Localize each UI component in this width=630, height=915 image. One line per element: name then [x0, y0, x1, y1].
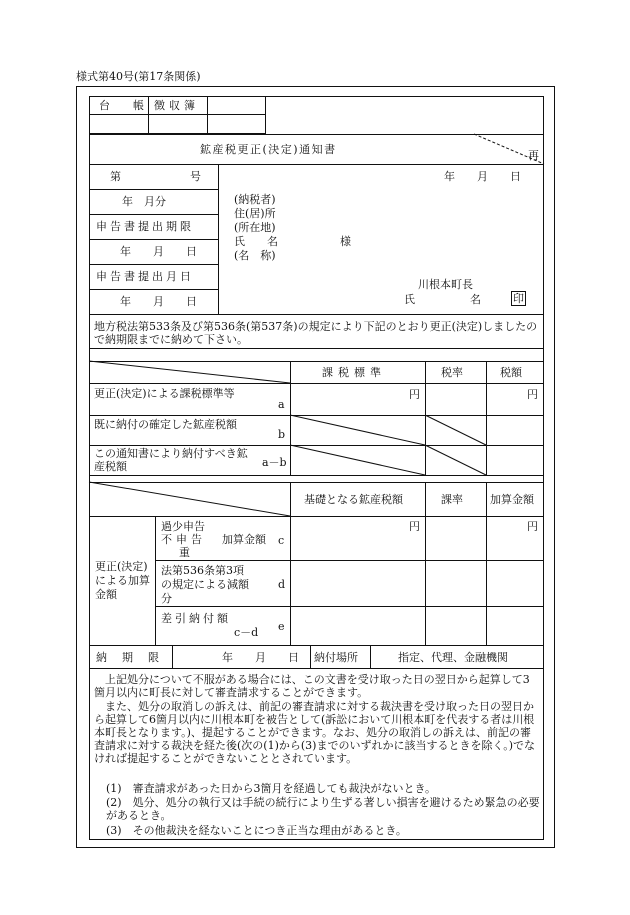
payment-place-label: 納付場所	[314, 651, 358, 664]
reduction-law-label: 法第536条第3項	[161, 564, 244, 577]
row-payable-code: a－b	[262, 456, 287, 469]
issuer-name: 氏 名	[404, 293, 481, 306]
issuer-title: 川根本町長	[418, 278, 473, 291]
name-label: 氏 名	[234, 235, 278, 248]
reduction-portion-label: 分	[161, 592, 172, 605]
appeal-notice-paragraph-2: また、処分の取消しの訴えは、前記の審査請求に対する裁決書を受け取った日の翌日から起算して6箇月以内に川根本町を被告として(訴訟において川根本町を代表する者は川根本町長となります。)、提起することができます。なお、処分の取消しの訴えは、前記の審査請求に対する裁決を経た後(次の(1)から(3)までのいずれかに該当するときを除く。)でなければ提起することができないこととされています。	[94, 700, 536, 765]
surcharge-code-c: c	[278, 534, 285, 547]
collection-book-label: 徴収簿	[154, 99, 199, 112]
surcharge-group-label: 更正(決定)による加算金額	[95, 560, 150, 601]
row-corrected-label: 更正(決定)による課税標準等	[94, 387, 235, 400]
company-name-label: (名 称)	[234, 249, 276, 262]
notice-number-suffix: 号	[190, 170, 201, 183]
surcharge-mid-label: 加算金額	[222, 533, 266, 546]
appeal-notice-item-1: (1) 審査請求があった日から3箇月を経過しても裁決がないとき。	[106, 782, 437, 795]
header-surcharge-rate: 課率	[441, 493, 463, 506]
surcharge-code-e: e	[278, 620, 285, 633]
under-declaration-label: 過少申告	[161, 520, 205, 533]
header-tax-rate: 税率	[441, 366, 463, 379]
row-payable-label: この通知書により納付すべき鉱産税額	[94, 447, 248, 473]
surcharge-amount-unit: 円	[527, 520, 538, 533]
form-number: 様式第40号(第17条関係)	[76, 70, 201, 83]
non-declaration-label: 不申告	[161, 533, 206, 546]
appeal-notice-paragraph-1: 上記処分について不服がある場合には、この文書を受け取った日の翌日から起算して3箇月以内に町長に対して審査請求することができます。	[94, 673, 530, 699]
ledger-label: 台 帳	[99, 99, 150, 112]
reissue-mark: 再	[528, 149, 539, 162]
heavy-label: 重	[179, 546, 190, 559]
header-tax-amount: 税額	[500, 366, 522, 379]
month-portion: 年 月分	[122, 195, 166, 208]
filed-date-value: 年 月 日	[120, 295, 197, 308]
notice-date: 年 月 日	[444, 170, 521, 183]
header-base-tax: 基礎となる鉱産税額	[304, 493, 403, 506]
honorific: 様	[340, 235, 351, 248]
net-payment-formula: c－d	[234, 626, 259, 639]
due-date-label: 納 期 限	[96, 651, 161, 664]
taxpayer-label: (納税者)	[234, 193, 276, 206]
row-paid-code: b	[278, 428, 286, 441]
row-paid-label: 既に納付の確定した鉱産税額	[94, 418, 237, 431]
row-corrected-code: a	[278, 398, 285, 411]
header-tax-standard: 課税標準	[322, 366, 386, 379]
filing-deadline-label: 申告書提出期限	[96, 220, 194, 233]
location-label: (所在地)	[234, 221, 276, 234]
header-surcharge-amount: 加算金額	[490, 493, 534, 506]
appeal-notice-item-2: (2) 処分、処分の執行又は手続の続行により生ずる著しい損害を避けるため緊急の必要があるとき。	[106, 796, 540, 822]
reduction-provision-label: の規定による減額	[161, 578, 249, 591]
filing-deadline-date: 年 月 日	[120, 245, 197, 258]
net-payment-label: 差引納付額	[161, 612, 231, 625]
notice-title: 鉱産税更正(決定)通知書	[200, 143, 337, 156]
due-date-value: 年 月 日	[222, 651, 299, 664]
row-corrected-standard-unit: 円	[409, 388, 420, 401]
surcharge-code-d: d	[278, 578, 286, 591]
address-label: 住(居)所	[234, 207, 276, 220]
base-tax-unit: 円	[409, 520, 420, 533]
row-corrected-amount-unit: 円	[527, 388, 538, 401]
seal-mark: 印	[513, 292, 524, 305]
payment-place-value: 指定、代理、金融機関	[398, 651, 508, 664]
notice-number-prefix: 第	[110, 170, 121, 183]
filed-date-label: 申告書提出月日	[96, 270, 194, 283]
intro-text: 地方税法第533条及び第536条(第537条)の規定により下記のとおり更正(決定)しましたので納期限までに納めて下さい。	[94, 320, 538, 346]
appeal-notice-item-3: (3) その他裁決を経ないことにつき正当な理由があるとき。	[106, 824, 407, 837]
